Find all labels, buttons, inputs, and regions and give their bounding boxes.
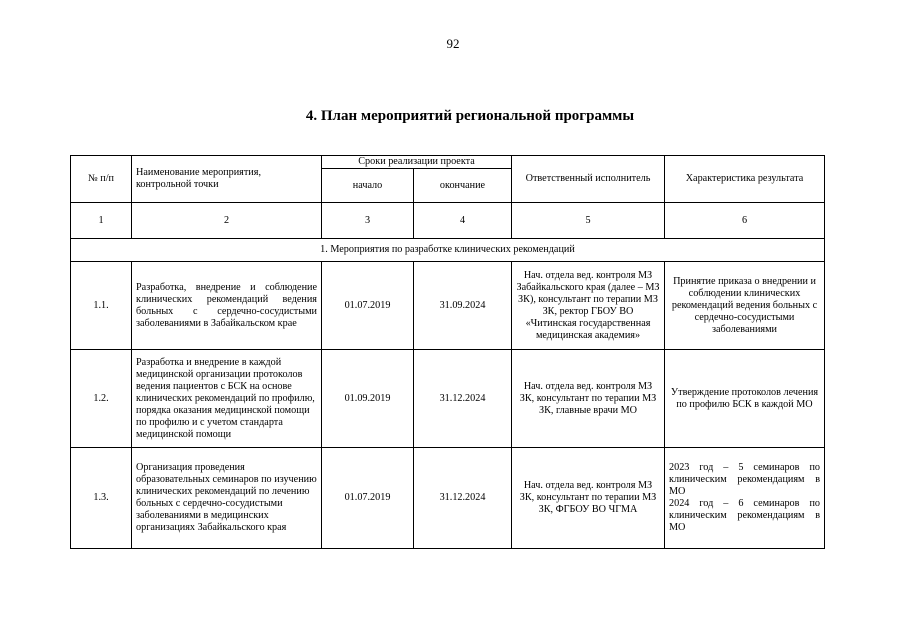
- result-line: 2024 год – 6 семинаров по: [669, 498, 820, 509]
- header-start: начало: [322, 169, 414, 203]
- row-number: 1.2.: [71, 350, 132, 448]
- row-start: 01.07.2019: [322, 262, 414, 350]
- row-responsible: Нач. отдела вед. контроля МЗ ЗК, консультант по терапии МЗ ЗК, ФГБОУ ВО ЧГМА: [512, 448, 665, 549]
- header-name: Наименование мероприятия, контрольной точки: [132, 156, 322, 203]
- column-numbers-row: [71, 203, 825, 239]
- row-end: 31.12.2024: [414, 448, 512, 549]
- header-period: Сроки реализации проекта: [322, 156, 512, 169]
- column-number: 6: [665, 203, 825, 239]
- table-row: [71, 262, 825, 350]
- row-responsible: Нач. отдела вед. контроля МЗ ЗК, консультант по терапии МЗ ЗК, главные врачи МО: [512, 350, 665, 448]
- table-row: [71, 448, 825, 549]
- row-result: [665, 448, 825, 549]
- header-responsible: Ответственный исполнитель: [512, 156, 665, 203]
- row-number: 1.1.: [71, 262, 132, 350]
- row-result: Принятие приказа о внедрении и соблюдении клинических рекомендаций ведения больных с сердечно-сосудистыми заболеваниями: [665, 262, 825, 350]
- row-name: Разработка и внедрение в каждой медицинской организации протоколов ведения пациентов с БСК на основе клинических рекомендаций по профилю, порядка оказания медицинской помощи по профилю и с учетом стандарта медицинской помощи: [132, 350, 322, 448]
- row-end: 31.09.2024: [414, 262, 512, 350]
- result-line: 2023 год – 5 семинаров по: [669, 462, 820, 473]
- column-number: 1: [71, 203, 132, 239]
- column-number: 5: [512, 203, 665, 239]
- row-responsible: Нач. отдела вед. контроля МЗ Забайкальского края (далее – МЗ ЗК), консультант по терапии МЗ ЗК, ректор ГБОУ ВО «Читинская государственная медицинская академия»: [512, 262, 665, 350]
- page-title: 4. План мероприятий региональной программы: [305, 108, 635, 124]
- row-start: 01.07.2019: [322, 448, 414, 549]
- column-number: 3: [322, 203, 414, 239]
- result-line: МО: [669, 486, 686, 497]
- row-number: 1.3.: [71, 448, 132, 549]
- result-line: клиническим рекомендациям в: [669, 474, 820, 485]
- page-number: 92: [446, 36, 460, 51]
- row-name: Организация проведения образовательных семинаров по изучению клинических рекомендаций по лечению больных с сердечно-сосудистыми заболеваниями в медицинских организациях Забайкальского края: [132, 448, 322, 549]
- header-result: Характеристика результата: [665, 156, 825, 203]
- column-number: 2: [132, 203, 322, 239]
- row-name: Разработка, внедрение и соблюдение клинических рекомендаций ведения больных с сердечно-сосудистыми заболеваниями в Забайкальском крае: [132, 262, 322, 350]
- result-line: клиническим рекомендациям в: [669, 510, 820, 521]
- header-num: № п/п: [71, 156, 132, 203]
- plan-table: [70, 155, 825, 549]
- row-end: 31.12.2024: [414, 350, 512, 448]
- column-number: 4: [414, 203, 512, 239]
- section-title: 1. Мероприятия по разработке клинических рекомендаций: [71, 239, 825, 262]
- table-row: [71, 350, 825, 448]
- header-end: окончание: [414, 169, 512, 203]
- row-start: 01.09.2019: [322, 350, 414, 448]
- header-row: [71, 156, 825, 169]
- result-line: МО: [669, 522, 686, 533]
- section-row: [71, 239, 825, 262]
- row-result: Утверждение протоколов лечения по профилю БСК в каждой МО: [665, 350, 825, 448]
